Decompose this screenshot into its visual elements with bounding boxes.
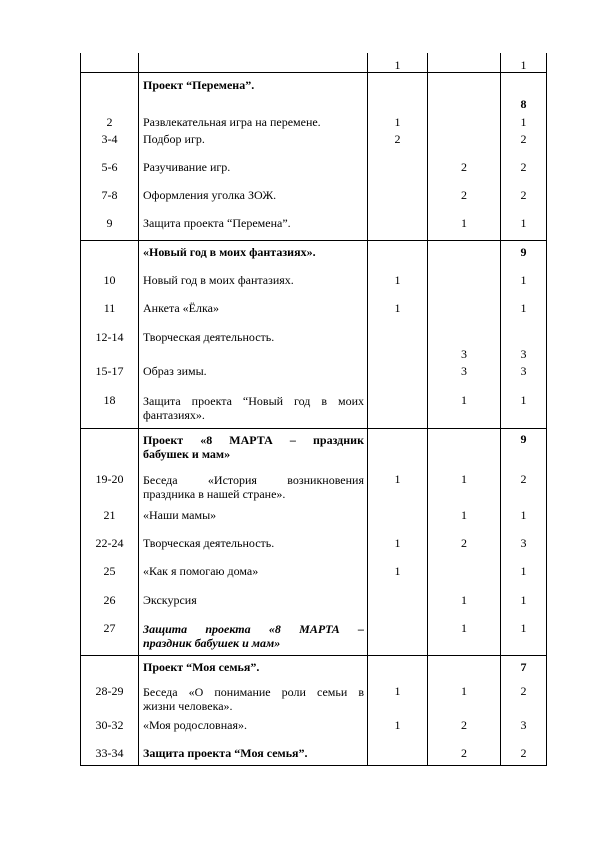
row-topic: Оформления уголка ЗОЖ. (143, 188, 277, 202)
section-total-march-8: 9 (520, 432, 527, 446)
row-topic: Экскурсия (143, 593, 197, 607)
section-title-peremena: Проект “Перемена”. (143, 78, 255, 92)
section-total-new-year: 9 (520, 245, 527, 259)
row-num: 3-4 (101, 132, 118, 146)
row-topic-line-1: Защита проекта «8 МАРТА – (143, 622, 364, 636)
row-practice: 3 (461, 347, 467, 361)
row-practice: 3 (461, 364, 467, 378)
row-practice: 1 (461, 621, 467, 635)
row-num: 9 (106, 216, 113, 230)
row-total: 3 (520, 536, 527, 550)
row-num: 7-8 (101, 188, 118, 202)
row-total: 2 (520, 684, 527, 698)
row-topic: «Наши мамы» (143, 508, 217, 522)
row-topic: Анкета «Ёлка» (143, 301, 219, 315)
row-0-theory: 1 (394, 58, 401, 72)
row-topic: Защита проекта “Моя семья”. (143, 746, 308, 760)
row-topic (143, 473, 364, 501)
row-topic: Новый год в моих фантазиях. (143, 273, 294, 287)
row-num: 18 (103, 393, 116, 407)
row-practice: 2 (461, 188, 467, 202)
row-topic-line-2: фантазиях». (143, 408, 205, 422)
row-total: 3 (520, 364, 527, 378)
row-theory: 1 (394, 301, 401, 315)
row-theory: 1 (394, 684, 401, 698)
section-title-new-year: «Новый год в моих фантазиях». (143, 245, 316, 259)
row-theory: 1 (394, 472, 401, 486)
row-num: 5-6 (101, 160, 118, 174)
row-total: 1 (520, 508, 527, 522)
row-total: 3 (520, 718, 527, 732)
row-theory: 1 (394, 115, 401, 129)
row-num: 15-17 (95, 364, 124, 378)
row-topic-line-1: Беседа «О понимание роли семьи в (143, 685, 364, 699)
row-num: 25 (103, 564, 116, 578)
row-practice: 2 (461, 536, 467, 550)
row-theory: 1 (394, 564, 401, 578)
row-topic: Разучивание игр. (143, 160, 231, 174)
row-total: 1 (520, 564, 527, 578)
section-total-family: 7 (520, 660, 527, 674)
row-total: 2 (520, 160, 527, 174)
row-practice: 1 (461, 593, 467, 607)
row-num: 10 (103, 273, 116, 287)
row-total: 2 (520, 188, 527, 202)
row-num: 11 (103, 301, 116, 315)
row-total: 2 (520, 472, 527, 486)
row-practice: 2 (461, 718, 467, 732)
row-practice: 1 (461, 508, 467, 522)
row-topic (143, 685, 364, 713)
row-num: 30-32 (95, 718, 124, 732)
section-title-line-1: Проект «8 МАРТА – праздник (143, 433, 364, 447)
row-topic-line-2: праздник бабушек и мам» (143, 636, 281, 650)
row-num: 27 (103, 621, 116, 635)
row-topic-line-2: жизни человека». (143, 699, 233, 713)
row-practice: 1 (461, 472, 467, 486)
row-topic: «Как я помогаю дома» (143, 564, 259, 578)
row-total: 1 (520, 621, 527, 635)
row-num: 19-20 (95, 472, 124, 486)
row-topic: Развлекательная игра на перемене. (143, 115, 321, 129)
section-title-family: Проект “Моя семья”. (143, 660, 260, 674)
row-num: 12-14 (95, 330, 124, 344)
row-practice: 2 (461, 746, 467, 760)
row-total: 1 (520, 393, 527, 407)
row-topic (143, 622, 364, 650)
row-num: 21 (103, 508, 116, 522)
row-total: 2 (520, 746, 527, 760)
section-title-line-2: бабушек и мам» (143, 447, 231, 461)
row-num: 2 (106, 115, 113, 129)
section-total-peremena: 8 (520, 97, 527, 111)
row-topic (143, 394, 364, 422)
row-topic: Защита проекта “Перемена”. (143, 216, 291, 230)
row-num: 26 (103, 593, 116, 607)
row-total: 1 (520, 301, 527, 315)
row-topic-line-2: праздника в нашей стране». (143, 487, 286, 501)
row-practice: 1 (461, 393, 467, 407)
row-total: 3 (520, 347, 527, 361)
row-topic: «Моя родословная». (143, 718, 247, 732)
row-theory: 1 (394, 536, 401, 550)
row-theory: 2 (394, 132, 401, 146)
row-practice: 1 (461, 684, 467, 698)
row-theory: 1 (394, 718, 401, 732)
section-title-march-8 (143, 433, 364, 461)
row-topic-line-1: Защита проекта “Новый год в моих (143, 394, 364, 408)
row-practice: 2 (461, 160, 467, 174)
row-total: 2 (520, 132, 527, 146)
row-num: 22-24 (95, 536, 124, 550)
row-topic-line-1: Беседа «История возникновения (143, 473, 364, 487)
row-total: 1 (520, 115, 527, 129)
row-0-total: 1 (520, 58, 527, 72)
row-topic: Творческая деятельность. (143, 330, 275, 344)
row-topic: Подбор игр. (143, 132, 205, 146)
row-practice: 1 (461, 216, 467, 230)
row-total: 1 (520, 273, 527, 287)
row-theory: 1 (394, 273, 401, 287)
row-topic: Образ зимы. (143, 364, 207, 378)
row-total: 1 (520, 216, 527, 230)
row-num: 33-34 (95, 746, 124, 760)
row-num: 28-29 (95, 684, 124, 698)
row-total: 1 (520, 593, 527, 607)
row-topic: Творческая деятельность. (143, 536, 275, 550)
